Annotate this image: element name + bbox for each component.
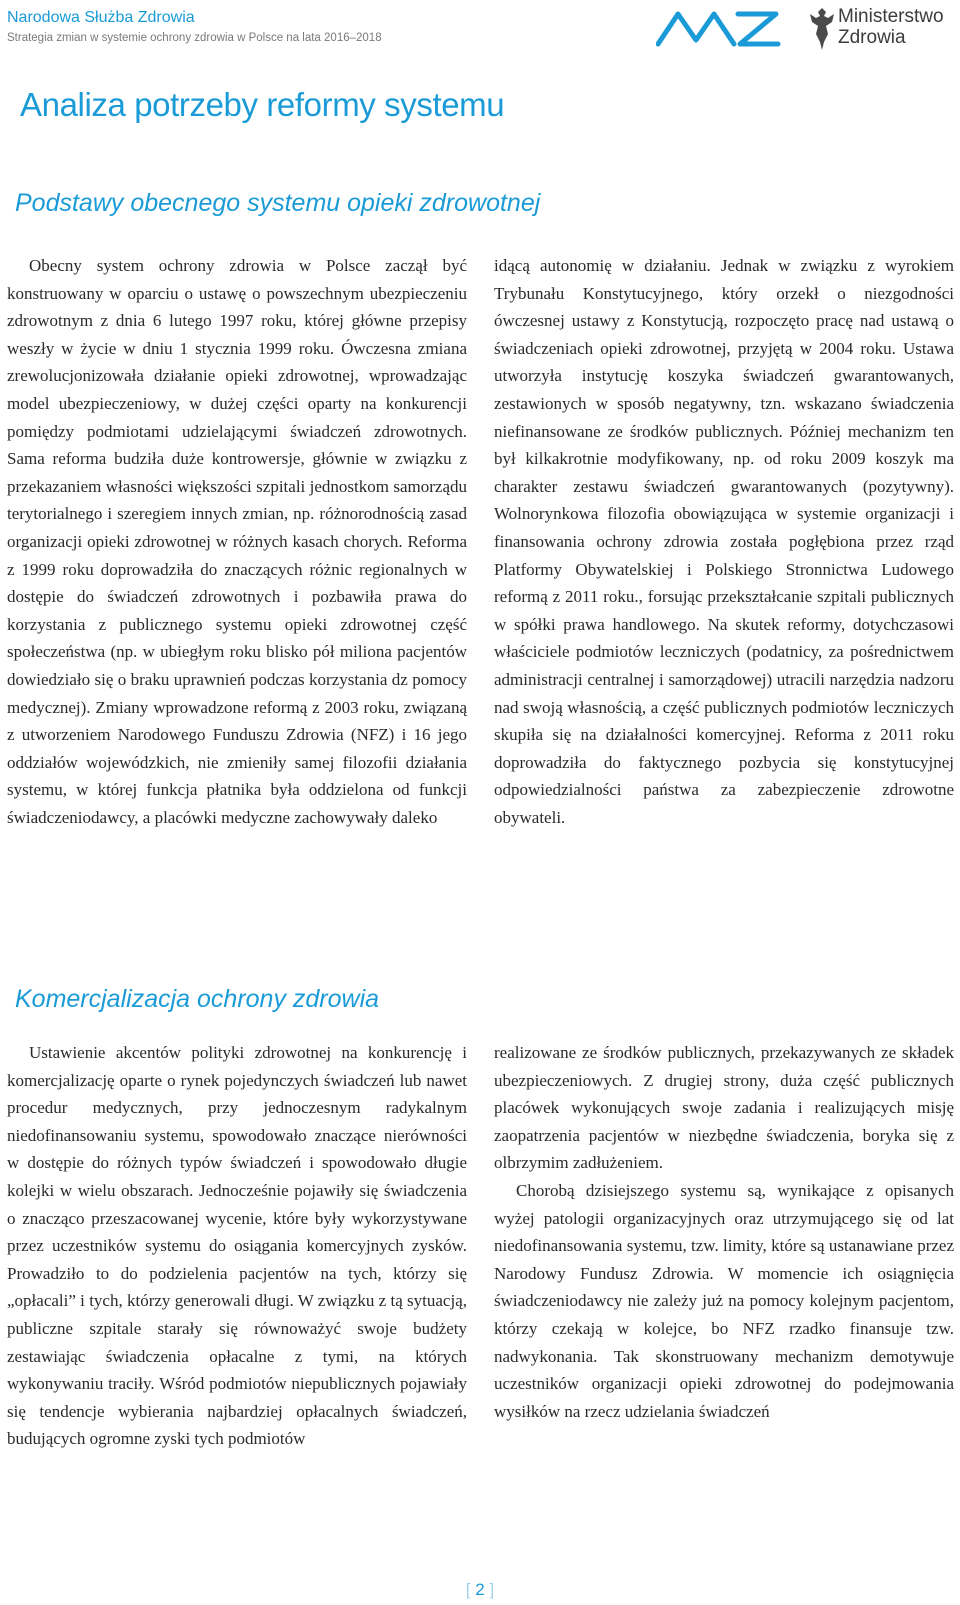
paragraph: idącą autonomię w działaniu. Jednak w związku z wyrokiem Trybunału Konstytucyjnego, który orzekł o niezgodności ówczesnej ustawy z Konstytucją, rozpoczęto pracę nad ustawą o świadczeniach opieki zdrowotnej, przyjętą w 2004 roku. Ustawa utworzyła instytucję koszyka świadczeń gwarantowanych, zestawionych w sposób negatywny, tzn. wskazano świadczenia niefinansowane ze środków publicznych. Później mechanizm ten był kilkakrotnie modyfikowany, np. od roku 2009 koszyk ma charakter zestawu świadczeń gwarantowanych (pozytywny). Wolnorynkowa filozofia obowiązująca w systemie organizacji i finansowania ochrony zdrowia została pogłębiona przez rząd Platformy Obywatelskiej i Polskiego Stronnictwa Ludowego reformą z 2011 roku., forsując przekształcanie szpitali publicznych w spółki prawa handlowego. Na skutek reformy, dotychczasowi właściciele podmiotów leczniczych (podatnicy, za pośrednictwem administracji centralnej i samorządowej) utracili narzędzia nadzoru nad swoją własnością, a część publicznych podmiotów leczniczych skupiła się na działalności komercyjnej. Reforma z 2011 roku doprowadziła do faktycznego pozbycia się konstytucyjnej odpowiedzialności państwa za zabezpieczenie zdrowotne obywateli. [494,256,954,827]
section1-column-right [494,252,954,831]
page-number-value: 2 [475,1580,485,1599]
paragraph: Ustawienie akcentów polityki zdrowotnej na konkurencję i komercjalizację oparte o rynek pojedynczych świadczeń lub nawet procedur medycznych, przy jednoczesnym radykalnym niedofinansowaniu systemu, spowodowało znaczące nierówności w dostępie do różnych typów świadczeń i spowodowało długie kolejki w wielu obszarach. Jednocześnie pojawiły się świadczenia o znacząco przeszacowanej wycenie, które były wykorzystywane przez uczestników systemu do osiągania komercyjnych zysków. Prowadziło to do podzielenia pacjentów na tych, którzy się „opłacali” i tych, którzy generowali długi. W związku z tą sytuacją, publiczne szpitale starały się równoważyć swoje budżety zestawiając świadczenia opłacalne z tymi, na których wykonywaniu traciły. Wśród podmiotów niepublicznych pojawiały się tendencje wybierania najbardziej opłacalnych świadczeń, budujących ogromne zyski tych podmiotów [7,1043,467,1449]
paragraph: realizowane ze środków publicznych, przekazywanych ze składek ubezpieczeniowych. Z drugiej strony, duża część publicznych placówek wykonujących swoje zadania i realizujących misję zaopatrzenia pacjentów w niezbędne świadczenia, boryka się z olbrzymim zadłużeniem. [494,1043,954,1173]
paragraph: Chorobą dzisiejszego systemu są, wynikające z opisanych wyżej patologii organizacyjnych oraz utrzymującego się od lat niedofinansowania systemu, tzw. limity, które są ustanawiane przez Narodowy Fundusz Zdrowia. W momencie ich osiągnięcia świadczeniodawcy nie zależy już na pomocy kolejnym pacjentom, którzy czekają w kolejce, bo NFZ rzadko finansuje tzw. nadwykonania. Tak skonstruowany mechanizm demotywuje uczestników organizacji opieki zdrowotnej do podejmowania wysiłków na rzecz udzielania świadczeń [494,1180,954,1421]
page-bracket-open: [ [465,1580,471,1599]
page-number [0,1580,960,1600]
section1-column-left [7,252,467,831]
section-heading-commercialization: Komercjalizacja ochrony zdrowia [15,985,380,1013]
section-heading-foundations: Podstawy obecnego systemu opieki zdrowotnej [15,189,541,217]
eagle-emblem-icon [810,8,834,50]
page-title: Analiza potrzeby reformy systemu [20,86,505,123]
section2-column-left [7,1039,467,1453]
ministry-name [838,6,944,48]
organization-name: Narodowa Służba Zdrowia [7,9,195,26]
ministry-line-2: Zdrowia [838,27,906,48]
paragraph: Obecny system ochrony zdrowia w Polsce zaczął być konstruowany w oparciu o ustawę o powszechnym ubezpieczeniu zdrowotnym z dnia 6 lutego 1997 roku, której główne przepisy weszły w życie w dniu 1 stycznia 1999 roku. Ówczesna zmiana zrewolucjonizowała działanie opieki zdrowotnej, wprowadzając model ubezpieczeniowy, w dużej części oparty na konkurencji pomiędzy podmiotami udzielającymi świadczeń zdrowotnych. Sama reforma budziła duże kontrowersje, głównie w związku z przekazaniem własności większości szpitali jednostkom samorządu terytorialnego i szeregiem innych zmian, np. różnorodnością zasad organizacji opieki zdrowotnej w różnych kasach chorych. Reforma z 1999 roku doprowadziła do znaczących różnic regionalnych w dostępie do świadczeń zdrowotnych i pozbawiła prawa do korzystania z publicznego systemu opieki zdrowotnej część społeczeństwa (np. w ubiegłym roku blisko pół miliona pacjentów dowiedziało się o braku uprawnień podczas korzystania dz pomocy medycznej). Zmiany wprowadzone reformą z 2003 roku, związaną z utworzeniem Narodowego Funduszu Zdrowia (NFZ) i 16 jego oddziałów wojewódzkich, nie zmieniły samej filozofii działania systemu, w której funkcja płatnika była oddzielona od funkcji świadczeniodawcy, a placówki medyczne zachowywały daleko [7,256,467,827]
document-subtitle: Strategia zmian w systemie ochrony zdrowia w Polsce na lata 2016–2018 [7,32,382,44]
page-bracket-close: ] [489,1580,495,1599]
ministry-line-1: Ministerstwo [838,6,944,27]
section2-column-right [494,1039,954,1425]
